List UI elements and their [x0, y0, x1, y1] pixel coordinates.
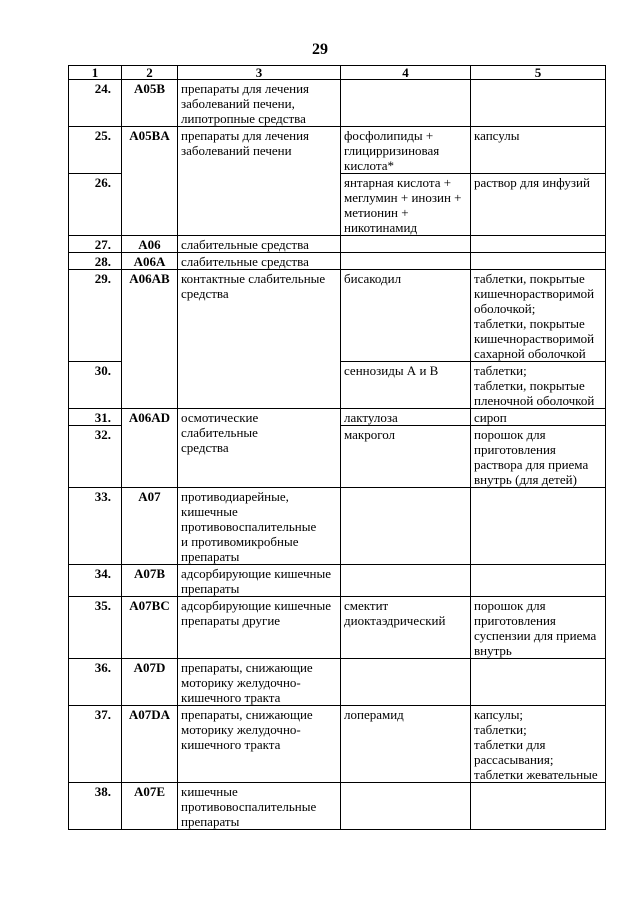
atc-code: A06 [122, 236, 178, 253]
drug-name [341, 565, 471, 597]
row-number: 29. [69, 270, 122, 362]
table-row [69, 270, 606, 362]
drug-name: фосфолипиды + глицирризиновая кислота* [341, 127, 471, 174]
drug-name [341, 783, 471, 830]
row-number: 31. [69, 409, 122, 426]
drug-name [341, 659, 471, 706]
pharmacological-group: контактные слабительные средства [178, 270, 341, 409]
dosage-form: таблетки; таблетки, покрытые пленочной оболочкой [471, 362, 606, 409]
dosage-form: таблетки, покрытые кишечнорастворимой оболочкой; таблетки, покрытые кишечнорастворимой сахарной оболочкой [471, 270, 606, 362]
atc-code: A05B [122, 80, 178, 127]
dosage-form: капсулы; таблетки; таблетки для рассасывания; таблетки жевательные [471, 706, 606, 783]
header-cell: 3 [178, 66, 341, 80]
row-number: 37. [69, 706, 122, 783]
drug-name: янтарная кислота + меглумин + инозин + метионин + никотинамид [341, 174, 471, 236]
pharmacological-group: слабительные средства [178, 253, 341, 270]
drug-name: смектит диоктаэдрический [341, 597, 471, 659]
header-cell: 4 [341, 66, 471, 80]
atc-code: A07E [122, 783, 178, 830]
pharmacological-group: кишечные противовоспалительные препараты [178, 783, 341, 830]
pharmacological-group: адсорбирующие кишечные препараты [178, 565, 341, 597]
dosage-form: порошок для приготовления суспензии для приема внутрь [471, 597, 606, 659]
atc-code: A07DA [122, 706, 178, 783]
pharmacological-group: препараты, снижающие моторику желудочно- кишечного тракта [178, 659, 341, 706]
dosage-form [471, 783, 606, 830]
header-cell: 1 [69, 66, 122, 80]
row-number: 32. [69, 426, 122, 488]
dosage-form: раствор для инфузий [471, 174, 606, 236]
dosage-form [471, 80, 606, 127]
drug-list-table [68, 65, 606, 830]
atc-code: A06A [122, 253, 178, 270]
row-number: 36. [69, 659, 122, 706]
drug-name: бисакодил [341, 270, 471, 362]
atc-code: A07 [122, 488, 178, 565]
dosage-form: капсулы [471, 127, 606, 174]
page-number: 29 [312, 41, 328, 58]
pharmacological-group: осмотические слабительные средства [178, 409, 341, 488]
table-row [69, 783, 606, 830]
drug-name [341, 80, 471, 127]
row-number: 28. [69, 253, 122, 270]
dosage-form [471, 253, 606, 270]
table-row [69, 127, 606, 174]
atc-code: A06AD [122, 409, 178, 488]
header-cell: 5 [471, 66, 606, 80]
drug-name [341, 488, 471, 565]
row-number: 34. [69, 565, 122, 597]
row-number: 25. [69, 127, 122, 174]
dosage-form [471, 488, 606, 565]
atc-code: A07D [122, 659, 178, 706]
atc-code: A07B [122, 565, 178, 597]
table-header-row [69, 66, 606, 80]
table-row [69, 409, 606, 426]
dosage-form [471, 236, 606, 253]
drug-name: макрогол [341, 426, 471, 488]
header-cell: 2 [122, 66, 178, 80]
drug-name: лоперамид [341, 706, 471, 783]
pharmacological-group: адсорбирующие кишечные препараты другие [178, 597, 341, 659]
row-number: 26. [69, 174, 122, 236]
dosage-form [471, 565, 606, 597]
table-row [69, 236, 606, 253]
row-number: 24. [69, 80, 122, 127]
table-row [69, 253, 606, 270]
pharmacological-group: препараты для лечения заболеваний печени [178, 127, 341, 236]
row-number: 38. [69, 783, 122, 830]
pharmacological-group: препараты для лечения заболеваний печени, липотропные средства [178, 80, 341, 127]
pharmacological-group: слабительные средства [178, 236, 341, 253]
table-row [69, 80, 606, 127]
table-row [69, 488, 606, 565]
atc-code: A06AB [122, 270, 178, 409]
row-number: 35. [69, 597, 122, 659]
pharmacological-group: препараты, снижающие моторику желудочно- кишечного тракта [178, 706, 341, 783]
drug-name: сеннозиды А и В [341, 362, 471, 409]
dosage-form: порошок для приготовления раствора для приема внутрь (для детей) [471, 426, 606, 488]
atc-code: A07BC [122, 597, 178, 659]
table-row [69, 659, 606, 706]
row-number: 30. [69, 362, 122, 409]
pharmacological-group: противодиарейные, кишечные противовоспалительные и противомикробные препараты [178, 488, 341, 565]
row-number: 27. [69, 236, 122, 253]
dosage-form: сироп [471, 409, 606, 426]
table-row [69, 565, 606, 597]
drug-name [341, 253, 471, 270]
drug-name: лактулоза [341, 409, 471, 426]
row-number: 33. [69, 488, 122, 565]
drug-name [341, 236, 471, 253]
dosage-form [471, 659, 606, 706]
atc-code: A05BA [122, 127, 178, 236]
table-row [69, 597, 606, 659]
table-row [69, 706, 606, 783]
